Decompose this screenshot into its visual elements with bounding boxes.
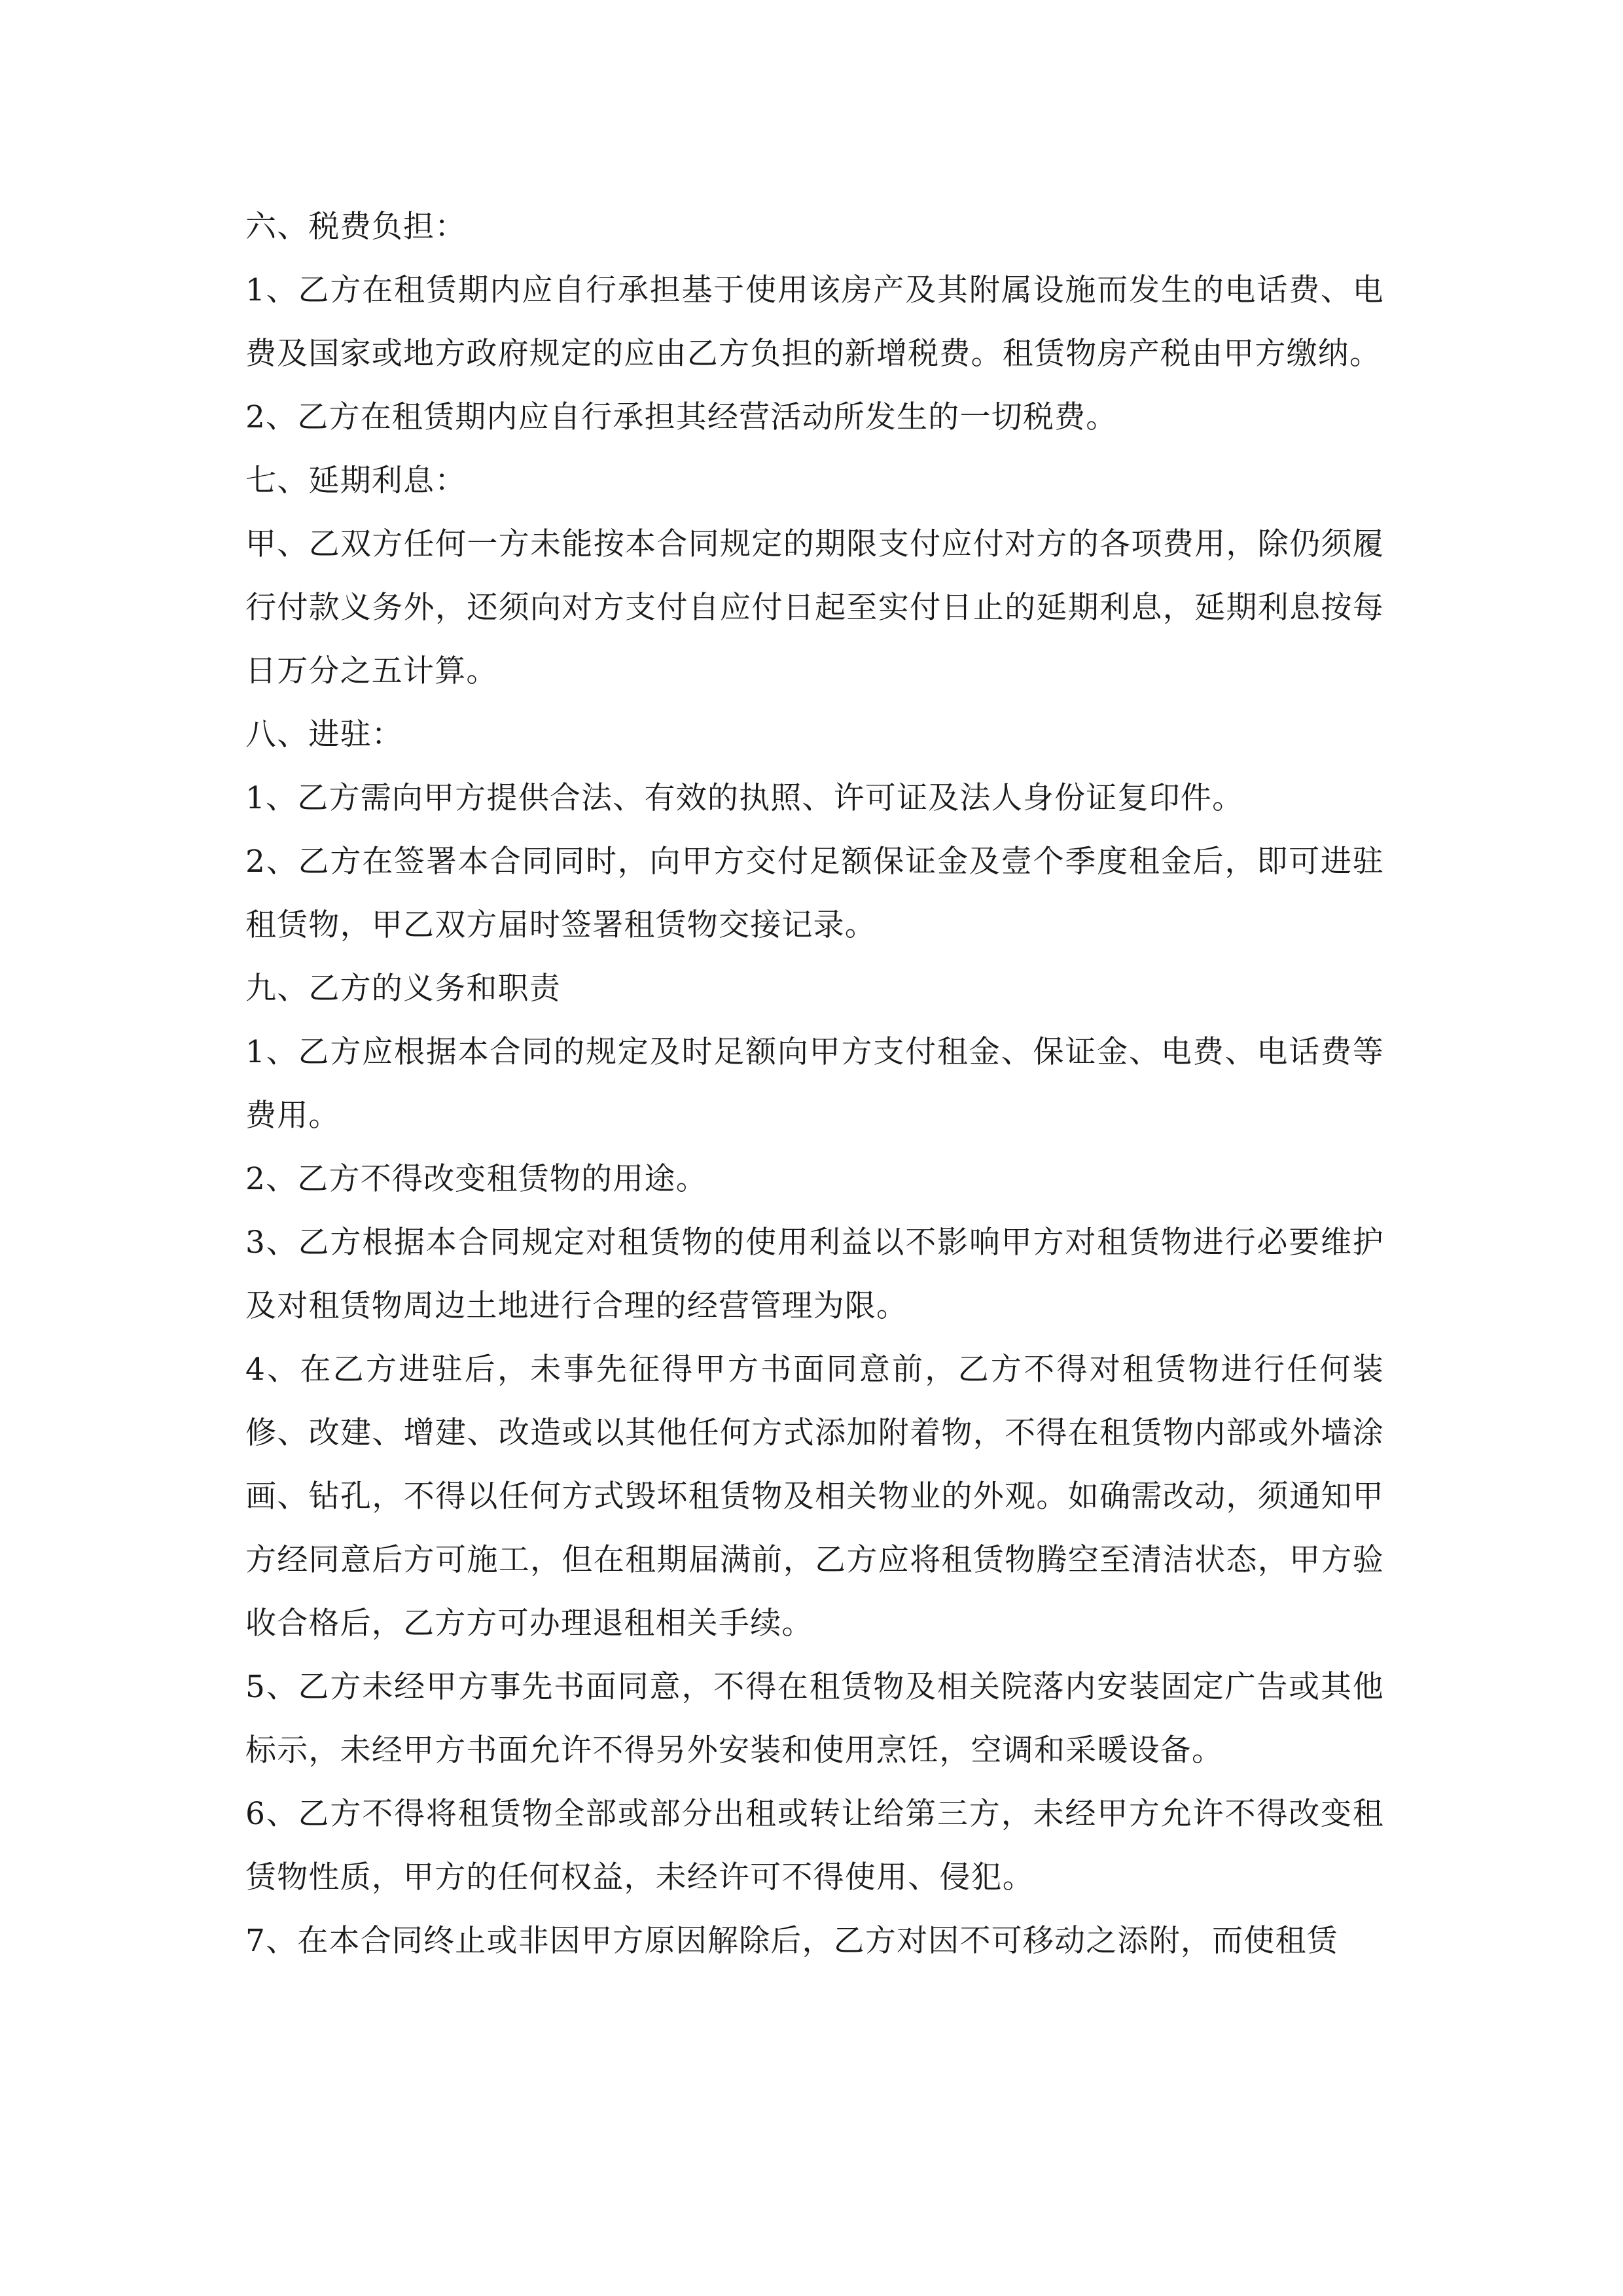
section-9-clause-2: 2、乙方不得改变租赁物的用途。 <box>245 1161 707 1197</box>
section-8-clause-1: 1、乙方需向甲方提供合法、有效的执照、许可证及法人身份证复印件。 <box>245 780 1244 816</box>
section-9-title: 九、乙方的义务和职责 <box>245 971 561 1007</box>
section-6-clause-2: 2、乙方在租赁期内应自行承担其经营活动所发生的一切税费。 <box>245 399 1118 435</box>
contract-body <box>245 195 1384 1973</box>
section-9-clause-3: 3、乙方根据本合同规定对租赁物的使用利益以不影响甲方对租赁物进行必要维护及对租赁物周边土地进行合理的经营管理为限。 <box>245 1225 1384 1324</box>
section-9-clause-7: 7、在本合同终止或非因甲方原因解除后，乙方对因不可移动之添附，而使租赁 <box>245 1923 1338 1959</box>
section-8-title: 八、进驻： <box>245 717 403 753</box>
section-9-clause-6: 6、乙方不得将租赁物全部或部分出租或转让给第三方，未经甲方允许不得改变租赁物性质，甲方的任何权益，未经许可不得使用、侵犯。 <box>245 1796 1384 1895</box>
section-9-clause-4: 4、在乙方进驻后，未事先征得甲方书面同意前，乙方不得对租赁物进行任何装修、改建、增建、改造或以其他任何方式添加附着物，不得在租赁物内部或外墙涂画、钻孔，不得以任何方式毁坏租赁物及相关物业的外观。如确需改动，须通知甲方经同意后方可施工，但在租期届满前，乙方应将租赁物腾空至清洁状态，甲方验收合格后，乙方方可办理退租相关手续。 <box>245 1352 1384 1641</box>
section-9-clause-5: 5、乙方未经甲方事先书面同意，不得在租赁物及相关院落内安装固定广告或其他标示，未经甲方书面允许不得另外安装和使用烹饪，空调和采暖设备。 <box>245 1669 1384 1768</box>
section-6-title: 六、税费负担： <box>245 209 467 245</box>
section-8-clause-2: 2、乙方在签署本合同同时，向甲方交付足额保证金及壹个季度租金后，即可进驻租赁物，甲乙双方届时签署租赁物交接记录。 <box>245 844 1384 943</box>
section-6-clause-1: 1、乙方在租赁期内应自行承担基于使用该房产及其附属设施而发生的电话费、电费及国家或地方政府规定的应由乙方负担的新增税费。租赁物房产税由甲方缴纳。 <box>245 272 1384 372</box>
section-9-clause-1: 1、乙方应根据本合同的规定及时足额向甲方支付租金、保证金、电费、电话费等费用。 <box>245 1034 1384 1134</box>
section-7-title: 七、延期利息： <box>245 463 467 499</box>
section-7-clause: 甲、乙双方任何一方未能按本合同规定的期限支付应付对方的各项费用，除仍须履行付款义务外，还须向对方支付自应付日起至实付日止的延期利息，延期利息按每日万分之五计算。 <box>245 526 1384 689</box>
